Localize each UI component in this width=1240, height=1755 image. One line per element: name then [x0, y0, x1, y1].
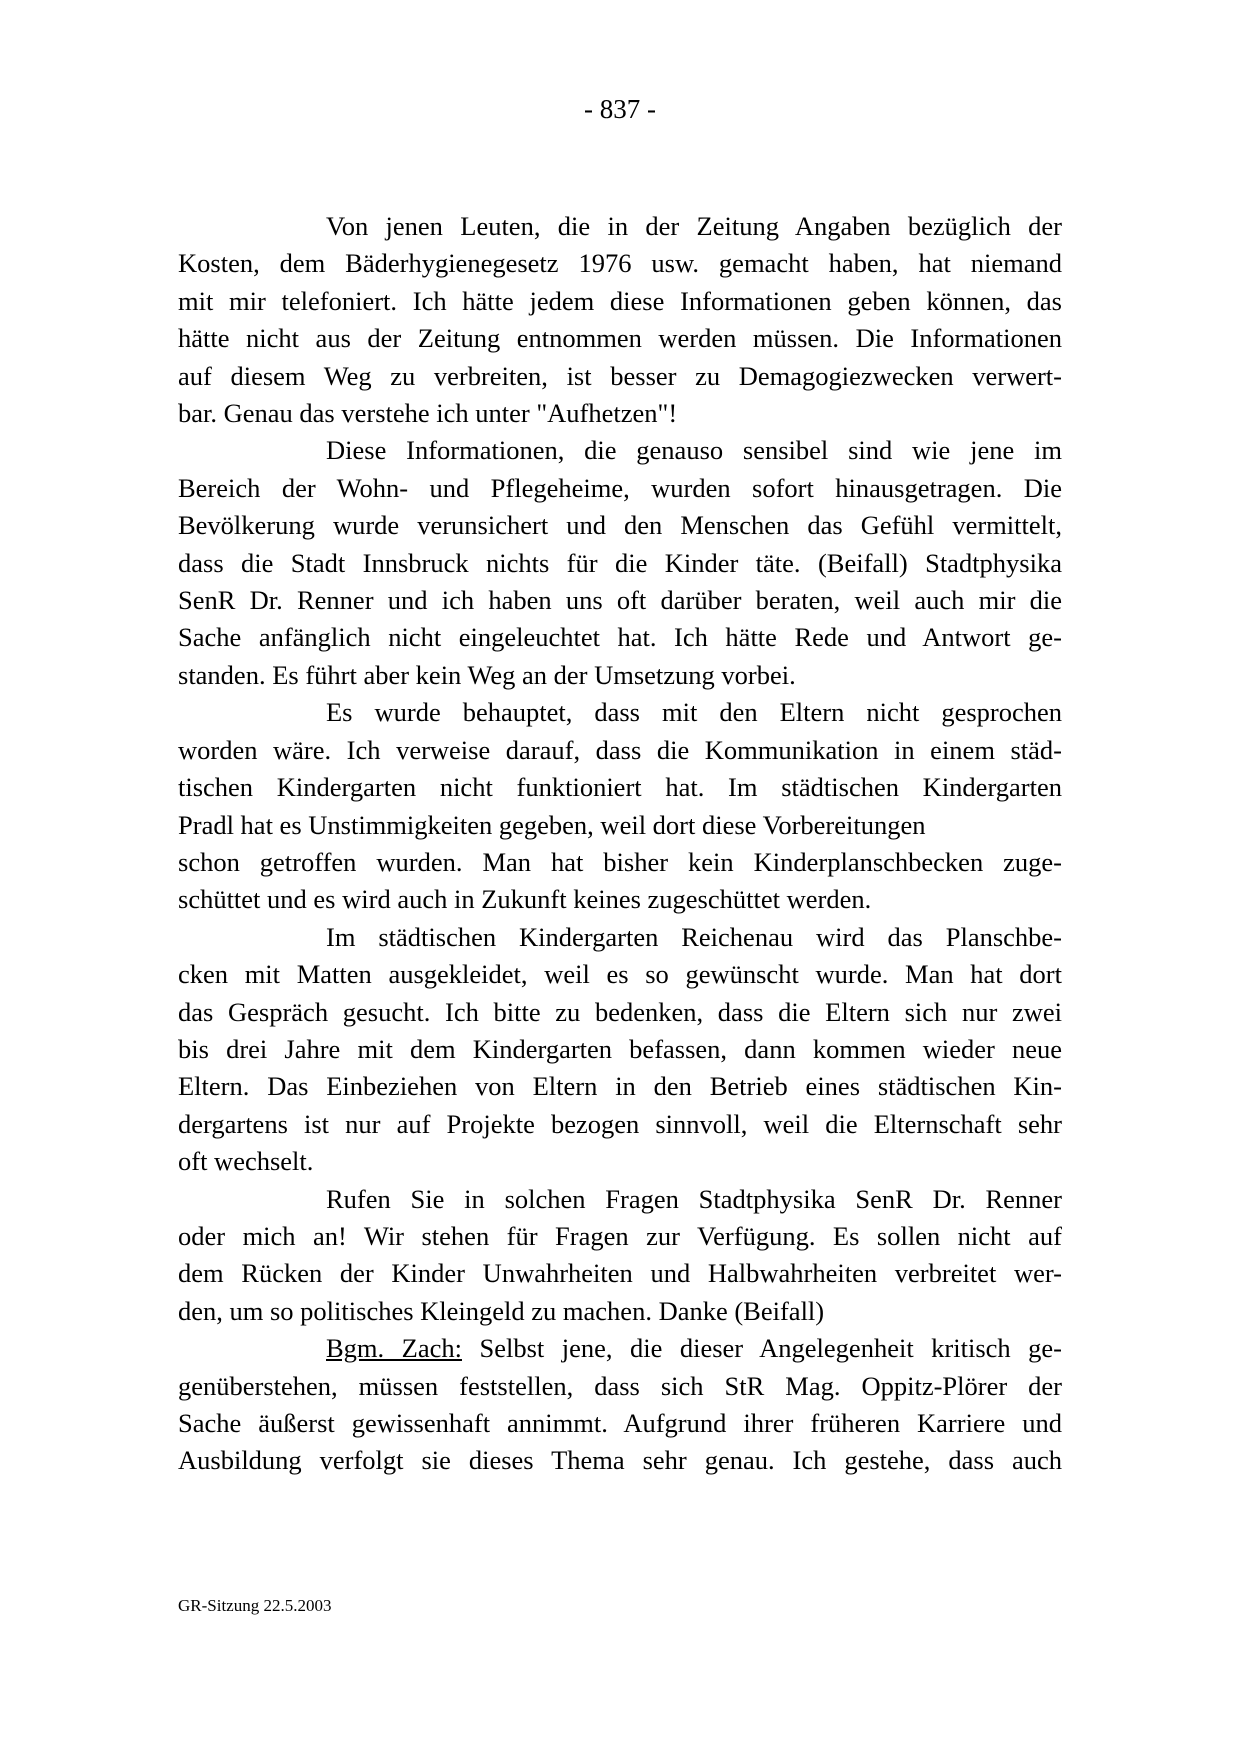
text-line: mit mir telefoniert. Ich hätte jedem diese Informationen geben können, das — [178, 285, 1062, 316]
paragraph-2 — [178, 432, 1062, 694]
text-line: oder mich an! Wir stehen für Fragen zur Verfügung. Es sollen nicht auf — [178, 1220, 1062, 1251]
text-line: bis drei Jahre mit dem Kindergarten befassen, dann kommen wieder neue — [178, 1033, 1062, 1064]
text-line: Sache äußerst gewissenhaft annimmt. Aufgrund ihrer früheren Karriere und — [178, 1408, 1062, 1438]
paragraph-3 — [178, 694, 1062, 918]
text-line: auf diesem Weg zu verbreiten, ist besser zu Demagogiezwecken verwert- — [178, 360, 1062, 391]
speaker-text: Selbst jene, die dieser Angelegenheit kritisch ge- — [461, 1333, 1062, 1364]
document-body — [178, 208, 1062, 1480]
text-line: Diese Informationen, die genauso sensibel sind wie jene im — [326, 435, 1062, 466]
text-line: hätte nicht aus der Zeitung entnommen werden müssen. Die Informationen — [178, 323, 1062, 354]
text-line: Bereich der Wohn- und Pflegeheime, wurden sofort hinausgetragen. Die — [178, 472, 1062, 503]
text-line: Von jenen Leuten, die in der Zeitung Angaben bezüglich der — [326, 211, 1062, 241]
text-line: Rufen Sie in solchen Fragen Stadtphysika SenR Dr. Renner — [326, 1183, 1062, 1214]
text-line: dergartens ist nur auf Projekte bezogen sinnvoll, weil die Elternschaft sehr — [178, 1108, 1062, 1139]
text-line: Im städtischen Kindergarten Reichenau wird das Planschbe- — [326, 921, 1062, 952]
text-line: Eltern. Das Einbeziehen von Eltern in den Betrieb eines städtischen Kin- — [178, 1071, 1062, 1102]
text-line: tischen Kindergarten nicht funktioniert hat. Im städtischen Kindergarten — [178, 772, 1062, 803]
paragraph-1 — [178, 208, 1062, 432]
text-line: Sache anfänglich nicht eingeleuchtet hat. Ich hätte Rede und Antwort ge- — [178, 622, 1062, 653]
text-line: standen. Es führt aber kein Weg an der Umsetzung vorbei. — [178, 659, 796, 690]
text-line: das Gespräch gesucht. Ich bitte zu bedenken, dass die Eltern sich nur zwei — [178, 996, 1062, 1027]
text-line: bar. Genau das verstehe ich unter "Aufhetzen"! — [178, 398, 678, 429]
text-line: cken mit Matten ausgekleidet, weil es so gewünscht wurde. Man hat dort — [178, 959, 1062, 990]
text-line: schon getroffen wurden. Man hat bisher kein Kinderplanschbecken zuge- — [178, 846, 1062, 877]
text-line: den, um so politisches Kleingeld zu machen. Danke (Beifall) — [178, 1295, 825, 1326]
text-line — [178, 1330, 1062, 1367]
paragraph-6 — [178, 1330, 1062, 1480]
text-line: schüttet und es wird auch in Zukunft keines zugeschüttet werden. — [178, 884, 872, 915]
text-line: dem Rücken der Kinder Unwahrheiten und Halbwahrheiten verbreitet wer- — [178, 1258, 1062, 1289]
speaker-label: Bgm. Zach: — [326, 1333, 462, 1364]
text-line: Ausbildung verfolgt sie dieses Thema sehr genau. Ich gestehe, dass auch — [178, 1445, 1062, 1476]
paragraph-4 — [178, 919, 1062, 1181]
text-line: Es wurde behauptet, dass mit den Eltern nicht gesprochen — [326, 697, 1062, 728]
page-number: - 837 - — [584, 94, 656, 124]
paragraph-5 — [178, 1181, 1062, 1331]
text-line: dass die Stadt Innsbruck nichts für die Kinder täte. (Beifall) Stadtphysika — [178, 547, 1062, 578]
text-line: SenR Dr. Renner und ich haben uns oft darüber beraten, weil auch mir die — [178, 585, 1062, 616]
footer-session-date: GR-Sitzung 22.5.2003 — [178, 1596, 332, 1615]
text-line: oft wechselt. — [178, 1146, 314, 1177]
text-line: Bevölkerung wurde verunsichert und den Menschen das Gefühl vermittelt, — [178, 510, 1062, 541]
text-line: Pradl hat es Unstimmigkeiten gegeben, weil dort diese Vorbereitungen — [178, 809, 926, 840]
text-line: genüberstehen, müssen feststellen, dass sich StR Mag. Oppitz-Plörer der — [178, 1370, 1062, 1401]
text-line: Kosten, dem Bäderhygienegesetz 1976 usw. gemacht haben, hat niemand — [178, 248, 1062, 279]
text-line: worden wäre. Ich verweise darauf, dass die Kommunikation in einem städ- — [178, 734, 1062, 765]
